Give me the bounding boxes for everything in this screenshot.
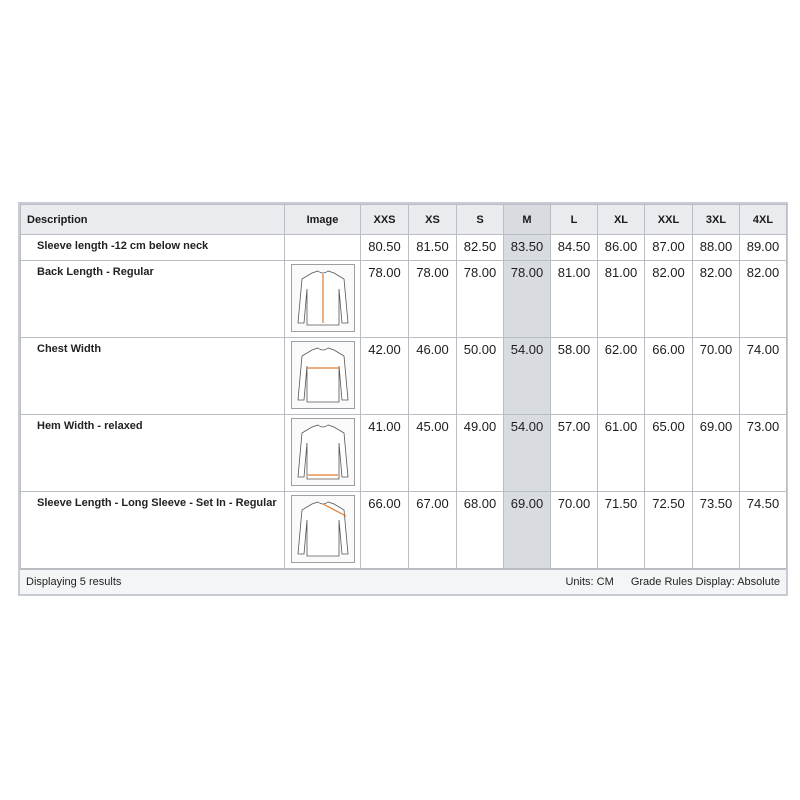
column-header-size-3xl[interactable]: 3XL xyxy=(693,205,740,235)
measurement-value-3xl: 73.50 xyxy=(693,492,740,569)
measurement-value-xxs: 41.00 xyxy=(361,415,409,492)
measurement-value-xl: 61.00 xyxy=(598,415,645,492)
column-header-description[interactable]: Description xyxy=(21,205,285,235)
column-header-size-m[interactable]: M xyxy=(504,205,551,235)
measurement-value-xxs: 66.00 xyxy=(361,492,409,569)
measurement-value-4xl: 89.00 xyxy=(740,235,787,261)
measurement-value-xxl: 87.00 xyxy=(645,235,693,261)
measurement-value-3xl: 69.00 xyxy=(693,415,740,492)
table-row[interactable] xyxy=(21,338,787,415)
size-spec-table xyxy=(20,204,787,569)
measurement-image-cell xyxy=(285,235,361,261)
measurement-image-cell xyxy=(285,492,361,569)
measurement-value-s: 49.00 xyxy=(457,415,504,492)
measurement-value-4xl: 74.00 xyxy=(740,338,787,415)
column-header-size-xs[interactable]: XS xyxy=(409,205,457,235)
measurement-value-xl: 62.00 xyxy=(598,338,645,415)
measurement-description: Sleeve Length - Long Sleeve - Set In - Regular xyxy=(21,492,285,569)
measurement-value-xxl: 65.00 xyxy=(645,415,693,492)
measurement-value-xl: 81.00 xyxy=(598,261,645,338)
table-footer xyxy=(20,569,786,594)
column-header-image: Image xyxy=(285,205,361,235)
column-header-size-xl[interactable]: XL xyxy=(598,205,645,235)
measurement-value-xxl: 72.50 xyxy=(645,492,693,569)
measurement-description: Back Length - Regular xyxy=(21,261,285,338)
garment-chest-width-sketch[interactable] xyxy=(291,341,355,409)
table-row[interactable] xyxy=(21,492,787,569)
units-label: Units: CM xyxy=(565,576,614,588)
column-header-size-xxl[interactable]: XXL xyxy=(645,205,693,235)
size-spec-panel xyxy=(18,202,788,596)
measurement-description: Chest Width xyxy=(21,338,285,415)
garment-hem-width-sketch[interactable] xyxy=(291,418,355,486)
garment-sleeve-length-sketch[interactable] xyxy=(291,495,355,563)
table-row[interactable] xyxy=(21,415,787,492)
table-row[interactable] xyxy=(21,261,787,338)
measurement-value-xxs: 78.00 xyxy=(361,261,409,338)
measurement-value-m: 83.50 xyxy=(504,235,551,261)
measurement-value-4xl: 73.00 xyxy=(740,415,787,492)
measurement-image-cell xyxy=(285,261,361,338)
measurement-description: Hem Width - relaxed xyxy=(21,415,285,492)
measurement-value-m: 54.00 xyxy=(504,338,551,415)
garment-back-length-sketch[interactable] xyxy=(291,264,355,332)
measurement-value-xs: 67.00 xyxy=(409,492,457,569)
header-row xyxy=(21,205,787,235)
results-count: Displaying 5 results xyxy=(26,576,122,588)
column-header-size-s[interactable]: S xyxy=(457,205,504,235)
measurement-description: Sleeve length -12 cm below neck xyxy=(21,235,285,261)
measurement-value-l: 84.50 xyxy=(551,235,598,261)
measurement-value-l: 70.00 xyxy=(551,492,598,569)
measurement-value-s: 82.50 xyxy=(457,235,504,261)
measurement-value-xxl: 82.00 xyxy=(645,261,693,338)
measurement-value-xs: 81.50 xyxy=(409,235,457,261)
measurement-value-xs: 46.00 xyxy=(409,338,457,415)
measurement-image-cell xyxy=(285,338,361,415)
column-header-size-xxs[interactable]: XXS xyxy=(361,205,409,235)
measurement-value-s: 78.00 xyxy=(457,261,504,338)
measurement-value-xs: 78.00 xyxy=(409,261,457,338)
measurement-image-cell xyxy=(285,415,361,492)
measurement-value-l: 81.00 xyxy=(551,261,598,338)
measurement-value-m: 54.00 xyxy=(504,415,551,492)
measurement-value-l: 57.00 xyxy=(551,415,598,492)
measurement-value-m: 69.00 xyxy=(504,492,551,569)
measurement-value-3xl: 88.00 xyxy=(693,235,740,261)
measurement-value-xl: 86.00 xyxy=(598,235,645,261)
measurement-value-3xl: 82.00 xyxy=(693,261,740,338)
measurement-value-4xl: 74.50 xyxy=(740,492,787,569)
measurement-value-s: 50.00 xyxy=(457,338,504,415)
measurement-value-m: 78.00 xyxy=(504,261,551,338)
measurement-value-4xl: 82.00 xyxy=(740,261,787,338)
column-header-size-4xl[interactable]: 4XL xyxy=(740,205,787,235)
measurement-value-xxs: 80.50 xyxy=(361,235,409,261)
measurement-value-xxs: 42.00 xyxy=(361,338,409,415)
measurement-value-xs: 45.00 xyxy=(409,415,457,492)
measurement-value-s: 68.00 xyxy=(457,492,504,569)
column-header-size-l[interactable]: L xyxy=(551,205,598,235)
grade-rules-label: Grade Rules Display: Absolute xyxy=(630,576,780,588)
measurement-value-l: 58.00 xyxy=(551,338,598,415)
table-row[interactable] xyxy=(21,235,787,261)
measurement-value-xl: 71.50 xyxy=(598,492,645,569)
measurement-value-xxl: 66.00 xyxy=(645,338,693,415)
measurement-value-3xl: 70.00 xyxy=(693,338,740,415)
